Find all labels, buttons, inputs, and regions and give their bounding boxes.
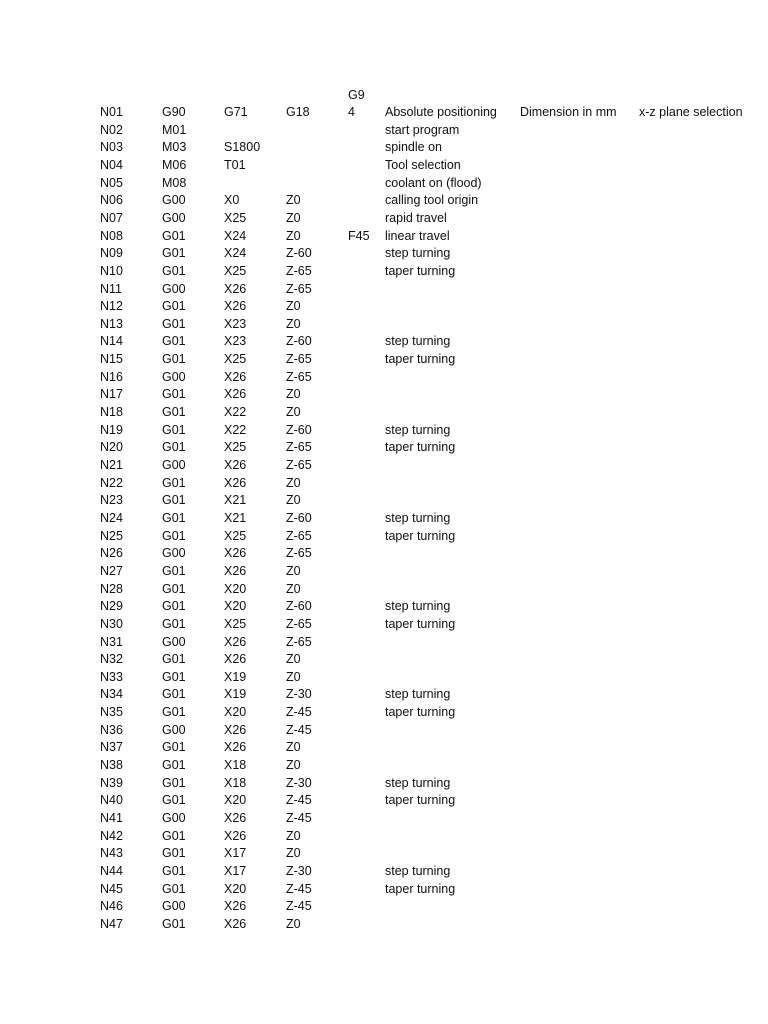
code-word-2: X22 xyxy=(224,405,247,419)
code-word-2: X26 xyxy=(224,652,247,667)
line-number: N34 xyxy=(100,687,123,702)
comment: calling tool origin xyxy=(385,193,479,208)
line-number: N44 xyxy=(100,863,123,878)
code-word-2: X19 xyxy=(224,669,247,684)
line-number: N15 xyxy=(100,352,123,367)
line-number: N37 xyxy=(100,740,123,755)
code-word-3: Z-65 xyxy=(286,369,312,384)
code-word-3: Z-65 xyxy=(286,263,312,278)
line-number: N12 xyxy=(100,299,123,314)
code-word-1: G01 xyxy=(162,263,186,278)
code-word-1: M06 xyxy=(162,157,187,172)
code-word-2: X18 xyxy=(224,758,247,772)
code-word-2: X20 xyxy=(224,881,247,896)
comment: step turning xyxy=(385,599,451,614)
code-word-2: X26 xyxy=(224,563,247,578)
code-word-3: Z0 xyxy=(286,916,301,931)
code-word-2: X26 xyxy=(224,916,247,931)
code-word-2: X26 xyxy=(224,740,247,755)
line-number: N05 xyxy=(100,175,123,190)
code-word-1: G00 xyxy=(162,899,186,914)
code-word-3: Z-45 xyxy=(286,705,312,720)
code-word-1: M03 xyxy=(162,140,187,155)
code-word-4: 4 xyxy=(348,105,355,119)
line-number: N24 xyxy=(100,510,123,525)
code-word-3: Z-60 xyxy=(286,510,312,525)
code-word-2: X20 xyxy=(224,581,247,596)
line-number: N13 xyxy=(100,316,123,331)
code-word-1: G01 xyxy=(162,687,186,702)
comment: taper turning xyxy=(385,705,456,720)
line-number: N36 xyxy=(100,722,123,737)
comment: taper turning xyxy=(385,881,456,896)
code-word-3: Z0 xyxy=(286,846,301,861)
line-number: N08 xyxy=(100,228,123,243)
comment: step turning xyxy=(385,422,451,437)
code-word-3: Z-65 xyxy=(286,546,312,561)
code-word-3: Z0 xyxy=(286,475,301,490)
comment: step turning xyxy=(385,687,451,702)
code-word-1: M08 xyxy=(162,175,187,190)
code-word-3: Z-30 xyxy=(286,775,312,790)
code-word-2: X26 xyxy=(224,299,247,314)
code-word-2: G71 xyxy=(224,105,248,119)
code-word-1: M01 xyxy=(162,122,187,137)
code-word-3: Z-65 xyxy=(286,440,312,455)
line-number: N32 xyxy=(100,652,123,667)
code-word-3: Z0 xyxy=(286,828,301,843)
line-number: N40 xyxy=(100,793,123,808)
code-word-2: X20 xyxy=(224,705,247,720)
line-number: N29 xyxy=(100,599,123,614)
comment: taper turning xyxy=(385,352,456,367)
code-word-1: G01 xyxy=(162,334,186,349)
line-number: N41 xyxy=(100,811,123,825)
line-number: N06 xyxy=(100,193,123,208)
line-number: N19 xyxy=(100,422,123,437)
wrapped-cell-top: G9 xyxy=(348,88,365,102)
code-word-1: G00 xyxy=(162,458,186,472)
comment-extra-1: Dimension in mm xyxy=(520,105,617,119)
code-word-2: X24 xyxy=(224,246,247,261)
code-word-1: G01 xyxy=(162,510,186,525)
code-word-2: X25 xyxy=(224,263,247,278)
code-word-1: G01 xyxy=(162,793,186,808)
code-word-1: G01 xyxy=(162,228,186,243)
comment: taper turning xyxy=(385,440,456,455)
code-word-1: G01 xyxy=(162,705,186,720)
comment: step turning xyxy=(385,246,451,261)
code-word-1: G01 xyxy=(162,352,186,367)
line-number: N31 xyxy=(100,634,123,649)
comment: linear travel xyxy=(385,228,450,243)
code-word-2: X20 xyxy=(224,599,247,614)
code-word-1: G01 xyxy=(162,881,186,896)
code-word-3: Z-45 xyxy=(286,722,312,737)
comment: step turning xyxy=(385,863,451,878)
code-word-2: X24 xyxy=(224,228,247,243)
code-word-1: G00 xyxy=(162,210,186,225)
code-word-2: X26 xyxy=(224,281,247,296)
code-word-2: X26 xyxy=(224,899,247,914)
line-number: N09 xyxy=(100,246,123,261)
code-word-3: Z-65 xyxy=(286,616,312,631)
comment: rapid travel xyxy=(385,210,447,225)
code-word-3: Z-60 xyxy=(286,599,312,614)
code-word-2: X23 xyxy=(224,334,247,349)
code-word-1: G00 xyxy=(162,193,186,208)
code-word-1: G01 xyxy=(162,758,186,772)
code-word-2: X26 xyxy=(224,475,247,490)
code-word-1: G90 xyxy=(162,105,186,119)
code-word-3: Z0 xyxy=(286,669,301,684)
code-word-1: G01 xyxy=(162,405,186,419)
line-number: N22 xyxy=(100,475,123,490)
line-number: N28 xyxy=(100,581,123,596)
code-word-2: X26 xyxy=(224,387,247,402)
code-word-1: G00 xyxy=(162,811,186,825)
code-word-3: Z-60 xyxy=(286,334,312,349)
code-word-3: Z-65 xyxy=(286,281,312,296)
code-word-1: G01 xyxy=(162,863,186,878)
code-word-1: G01 xyxy=(162,528,186,543)
line-number: N42 xyxy=(100,828,123,843)
code-word-3: Z-65 xyxy=(286,634,312,649)
line-number: N21 xyxy=(100,458,123,472)
code-word-1: G01 xyxy=(162,652,186,667)
code-word-2: X21 xyxy=(224,493,247,508)
code-word-2: X19 xyxy=(224,687,247,702)
code-word-2: X17 xyxy=(224,846,247,861)
code-word-1: G01 xyxy=(162,563,186,578)
code-word-2: X26 xyxy=(224,722,247,737)
code-word-1: G01 xyxy=(162,440,186,455)
code-word-3: Z0 xyxy=(286,740,301,755)
comment: taper turning xyxy=(385,263,456,278)
code-word-2: X25 xyxy=(224,528,247,543)
code-word-3: Z-30 xyxy=(286,863,312,878)
code-word-3: G18 xyxy=(286,105,310,119)
comment: spindle on xyxy=(385,140,442,155)
code-word-2: X26 xyxy=(224,546,247,561)
code-word-2: X25 xyxy=(224,440,247,455)
code-word-2: X17 xyxy=(224,863,247,878)
code-word-1: G01 xyxy=(162,616,186,631)
line-number: N18 xyxy=(100,405,123,419)
code-word-1: G01 xyxy=(162,599,186,614)
code-word-3: Z-45 xyxy=(286,899,312,914)
code-word-1: G01 xyxy=(162,316,186,331)
line-number: N17 xyxy=(100,387,123,402)
code-word-3: Z-60 xyxy=(286,422,312,437)
code-word-3: Z-60 xyxy=(286,246,312,261)
comment: Absolute positioning xyxy=(385,105,497,119)
code-word-1: G00 xyxy=(162,546,186,561)
comment: start program xyxy=(385,122,460,137)
code-word-1: G01 xyxy=(162,299,186,314)
code-word-1: G00 xyxy=(162,281,186,296)
line-number: N01 xyxy=(100,105,123,119)
code-word-3: Z-65 xyxy=(286,352,312,367)
code-word-2: X25 xyxy=(224,210,247,225)
line-number: N46 xyxy=(100,899,123,914)
line-number: N07 xyxy=(100,210,123,225)
code-word-2: S1800 xyxy=(224,140,261,155)
line-number: N35 xyxy=(100,705,123,720)
code-word-3: Z0 xyxy=(286,228,301,243)
code-word-3: Z-30 xyxy=(286,687,312,702)
code-word-2: X25 xyxy=(224,616,247,631)
code-word-2: X26 xyxy=(224,811,247,825)
code-word-3: Z0 xyxy=(286,563,301,578)
code-word-2: X26 xyxy=(224,828,247,843)
line-number: N43 xyxy=(100,846,123,861)
code-word-2: X26 xyxy=(224,634,247,649)
code-word-3: Z0 xyxy=(286,758,301,772)
code-word-1: G00 xyxy=(162,369,186,384)
code-word-3: Z0 xyxy=(286,299,301,314)
line-number: N39 xyxy=(100,775,123,790)
comment: taper turning xyxy=(385,616,456,631)
code-word-1: G01 xyxy=(162,581,186,596)
code-word-3: Z0 xyxy=(286,316,301,331)
comment-extra-2: x-z plane selection xyxy=(639,105,743,119)
code-word-2: X22 xyxy=(224,422,247,437)
code-word-2: X26 xyxy=(224,369,247,384)
line-number: N23 xyxy=(100,493,123,508)
comment: taper turning xyxy=(385,793,456,808)
comment: taper turning xyxy=(385,528,456,543)
line-number: N10 xyxy=(100,263,123,278)
code-word-1: G01 xyxy=(162,740,186,755)
code-word-1: G01 xyxy=(162,916,186,931)
line-number: N30 xyxy=(100,616,123,631)
comment: step turning xyxy=(385,775,451,790)
code-word-1: G01 xyxy=(162,846,186,861)
code-word-3: Z0 xyxy=(286,387,301,402)
code-word-3: Z0 xyxy=(286,210,301,225)
code-word-2: X25 xyxy=(224,352,247,367)
line-number: N16 xyxy=(100,369,123,384)
code-word-3: Z0 xyxy=(286,493,301,508)
line-number: N47 xyxy=(100,916,123,931)
code-word-2: X18 xyxy=(224,775,247,790)
code-word-3: Z-45 xyxy=(286,811,312,825)
code-word-3: Z-65 xyxy=(286,458,312,472)
code-word-3: Z0 xyxy=(286,193,301,208)
code-word-3: Z0 xyxy=(286,405,301,419)
code-word-3: Z0 xyxy=(286,652,301,667)
line-number: N45 xyxy=(100,881,123,896)
code-word-1: G01 xyxy=(162,475,186,490)
line-number: N26 xyxy=(100,546,123,561)
code-word-1: G01 xyxy=(162,493,186,508)
comment: step turning xyxy=(385,334,451,349)
comment: coolant on (flood) xyxy=(385,175,482,190)
code-word-4: F45 xyxy=(348,228,370,243)
line-number: N11 xyxy=(100,281,123,296)
code-word-2: T01 xyxy=(224,157,246,172)
code-word-1: G01 xyxy=(162,775,186,790)
code-word-2: X0 xyxy=(224,193,240,208)
line-number: N38 xyxy=(100,758,123,772)
code-word-1: G01 xyxy=(162,422,186,437)
line-number: N14 xyxy=(100,334,123,349)
comment: step turning xyxy=(385,510,451,525)
code-word-3: Z-45 xyxy=(286,793,312,808)
code-word-1: G01 xyxy=(162,669,186,684)
line-number: N03 xyxy=(100,140,123,155)
code-word-1: G01 xyxy=(162,828,186,843)
line-number: N04 xyxy=(100,157,123,172)
line-number: N20 xyxy=(100,440,123,455)
line-number: N33 xyxy=(100,669,123,684)
code-word-2: X26 xyxy=(224,458,247,472)
line-number: N25 xyxy=(100,528,123,543)
code-word-2: X20 xyxy=(224,793,247,808)
comment: Tool selection xyxy=(385,157,461,172)
code-word-1: G00 xyxy=(162,634,186,649)
code-word-2: X21 xyxy=(224,510,247,525)
line-number: N27 xyxy=(100,563,123,578)
code-word-2: X23 xyxy=(224,316,247,331)
code-word-3: Z-65 xyxy=(286,528,312,543)
code-word-1: G00 xyxy=(162,722,186,737)
code-word-3: Z0 xyxy=(286,581,301,596)
code-word-1: G01 xyxy=(162,387,186,402)
code-word-3: Z-45 xyxy=(286,881,312,896)
line-number: N02 xyxy=(100,122,123,137)
code-word-1: G01 xyxy=(162,246,186,261)
